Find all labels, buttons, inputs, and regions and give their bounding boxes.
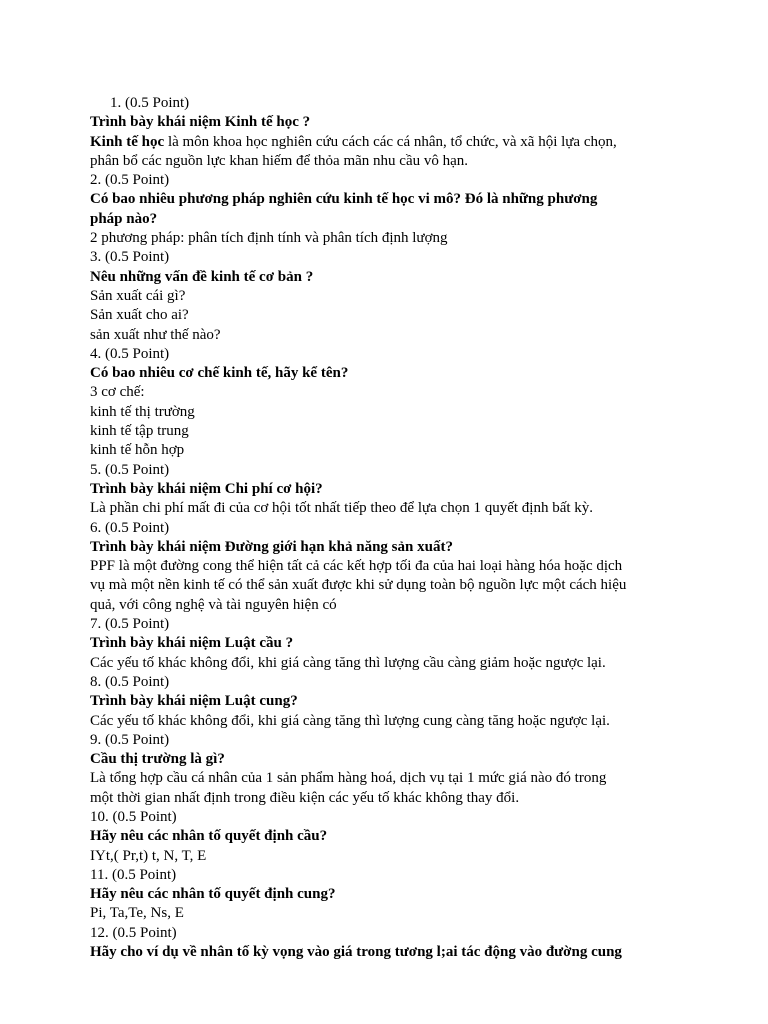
question-number: 1. (0.5 Point) [110, 95, 190, 111]
answer-text: PPF là một đường cong thể hiện tất cả các kết hợp tối đa của hai loại hàng hóa hoặc dịch [90, 558, 623, 575]
answer-text-rest: là môn khoa học nghiên cứu cách các cá nhân, tổ chức, và xã hội lựa chọn, [164, 133, 617, 150]
question-number: 3. (0.5 Point) [90, 249, 170, 266]
question-text: Trình bày khái niệm Đường giới hạn khả năng sản xuất? [90, 538, 453, 555]
answer-text: 3 cơ chế: [90, 384, 145, 401]
question-number: 5. (0.5 Point) [90, 461, 170, 478]
question-number: 12. (0.5 Point) [90, 924, 177, 941]
document-content [90, 94, 690, 962]
answer-text: Là tổng hợp cầu cá nhân của 1 sản phẩm hàng hoá, dịch vụ tại 1 mức giá nào đó trong [90, 770, 607, 787]
answer-text [90, 133, 690, 152]
answer-text: phân bổ các nguồn lực khan hiếm để thỏa mãn nhu cầu vô hạn. [90, 152, 469, 169]
question-number: 4. (0.5 Point) [90, 345, 170, 362]
question-text: Cầu thị trường là gì? [90, 751, 225, 768]
answer-text: kinh tế thị trường [90, 403, 195, 420]
question-number: 7. (0.5 Point) [90, 616, 170, 633]
question-number: 2. (0.5 Point) [90, 172, 170, 189]
question-number: 9. (0.5 Point) [90, 731, 170, 748]
question-number: 8. (0.5 Point) [90, 673, 170, 690]
answer-text: Pi, Ta,Te, Ns, E [90, 905, 184, 922]
answer-bold-term: Kinh tế học [90, 133, 165, 150]
answer-text: kinh tế hỗn hợp [90, 442, 185, 459]
answer-text: 2 phương pháp: phân tích định tính và phân tích định lượng [90, 230, 448, 247]
question-text: pháp nào? [90, 210, 158, 227]
question-text: Trình bày khái niệm Luật cung? [90, 693, 298, 710]
answer-text: kinh tế tập trung [90, 423, 189, 440]
answer-text: IYt,( Pr,t) t, N, T, E [90, 847, 207, 864]
answer-text: một thời gian nhất định trong điều kiện các yếu tố khác không thay đổi. [90, 789, 520, 806]
question-text: Hãy nêu các nhân tố quyết định cung? [90, 886, 336, 903]
question-text: Có bao nhiêu cơ chế kinh tế, hãy kể tên? [90, 365, 349, 382]
question-text: Trình bày khái niệm Kinh tế học ? [90, 114, 311, 131]
question-number: 6. (0.5 Point) [90, 519, 170, 536]
answer-text: Các yếu tố khác không đổi, khi giá càng tăng thì lượng cung càng tăng hoặc ngược lại. [90, 712, 610, 729]
question-number: 10. (0.5 Point) [90, 808, 177, 825]
question-text: Trình bày khái niệm Luật cầu ? [90, 635, 294, 652]
answer-text: Sản xuất cái gì? [90, 287, 186, 304]
question-text: Có bao nhiêu phương pháp nghiên cứu kinh tế học vi mô? Đó là những phương [90, 191, 598, 208]
question-text: Nêu những vấn đề kinh tế cơ bản ? [90, 268, 314, 285]
answer-text: Sản xuất cho ai? [90, 307, 189, 324]
answer-text: vụ mà một nền kinh tế có thể sản xuất được khi sử dụng toàn bộ nguồn lực một cách hiệu [90, 577, 627, 594]
answer-text: Các yếu tố khác không đổi, khi giá càng tăng thì lượng cầu càng giảm hoặc ngược lại. [90, 654, 606, 671]
question-number: 11. (0.5 Point) [90, 866, 177, 883]
question-text: Hãy nêu các nhân tố quyết định cầu? [90, 828, 328, 845]
answer-text: sản xuất như thế nào? [90, 326, 221, 343]
question-text: Hãy cho ví dụ về nhân tố kỳ vọng vào giá trong tương l;ai tác động vào đường cung [90, 944, 622, 961]
answer-text: Là phần chi phí mất đi của cơ hội tốt nhất tiếp theo để lựa chọn 1 quyết định bất kỳ. [90, 500, 594, 517]
answer-text: quả, với công nghệ và tài nguyên hiện có [90, 596, 337, 613]
question-text: Trình bày khái niệm Chi phí cơ hội? [90, 480, 323, 497]
